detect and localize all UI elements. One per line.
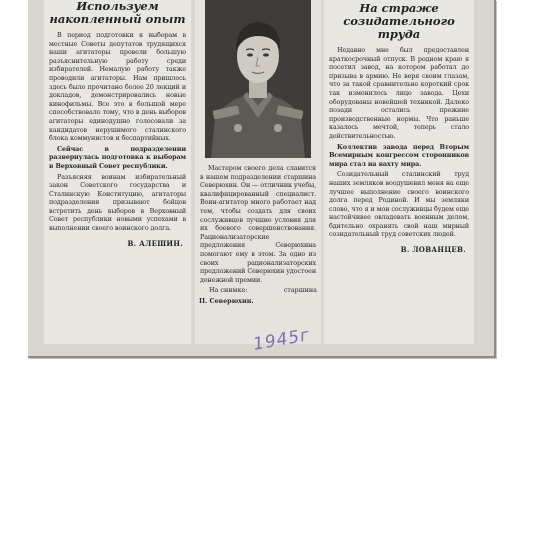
caption-rank: старшина — [283, 286, 317, 295]
caption-name: П. Северюхин. — [199, 296, 254, 305]
left-article-paragraph: В период подготовки к выборам в местные Советы депутатов трудящихся наши агитаторы провели большую разъяснительную работу среди избирателей. Немалую работу также проводили агитаторы. Нам пришлось здесь было прочитано более 20 лекций и докладов, демонстрировались новые кинофильмы. Все это в большой мере способствовало тому, что в день выборов агитаторы единодушно голосовали за кандидатов нерушимого сталинского блока коммунистов и беспартийных. — [49, 31, 186, 143]
handwritten-year-note: 1945г — [251, 325, 312, 355]
right-article — [324, 0, 474, 344]
middle-article — [195, 0, 321, 344]
left-article-signature: В. АЛЕШИН. — [127, 238, 183, 248]
soldier-portrait-photo — [205, 0, 311, 158]
photo-caption — [199, 286, 317, 295]
left-article — [44, 0, 191, 344]
caption-name-line — [199, 297, 317, 306]
middle-article-paragraph: Мастером своего дела славится в нашем подразделении старшина Северюхин. Он — отличник учебы, квалифицированный специалист. Воин-агитатор много работает над тем, чтобы создать для своих сослуживцев лучшие условия для их боевого совершенствования. Рационализаторские предложения Северюхина помогают ему в этом. За одно из своих рационализаторских предложений Северюхин удостоен денежной премии. — [200, 164, 316, 284]
left-article-title: Используем накопленный опыт — [49, 0, 186, 26]
right-article-body — [329, 46, 469, 239]
right-article-paragraph: Созидательный сталинский труд наших земляков воодушевил меня на еще лучшее выполнение своего воинского долга перед Родиной. И мы земляки слово, что я и мои сослуживцы будем еще настойчивее овладевать военным делом, бдительно охранять свой наш мирный созидательный труд советских людей. — [329, 170, 469, 239]
left-article-paragraph: Сейчас в подразделении развернулась подготовка к выборам в Верховный Совет республики. — [49, 144, 186, 170]
right-article-title: На страже созидательного труда — [343, 1, 455, 41]
right-article-paragraph: Коллектив завода перед Вторым Всемирным конгрессом сторонников мира стал на вахту мира. — [329, 142, 469, 168]
left-article-paragraph: Разъясняя воинам избирательный закон Советского государства и Сталинскую Конституцию, агитаторы подразделения призывают бойцов встретить день выборов в Верховный Совет республики новыми успехами в выполнении своего воинского долга. — [49, 172, 186, 233]
left-article-body — [49, 31, 186, 233]
right-article-signature: В. ЛОВАНЦЕВ. — [400, 245, 466, 255]
caption-label: На снимке: — [209, 286, 248, 295]
middle-article-body — [200, 164, 316, 284]
right-article-paragraph: Недавно мне был предоставлен краткосрочный отпуск. В родном краю я посетил завод, на котором работал до призыва в армию. Не веря своим глазам, что за такой сравнительно короткий срок так изменилось лицо завода. Цехи оборудованы новейшей техникой. Далеко позади остались прежние производственные нормы. Что раньше казалось мечтой, теперь стало действительностью. — [329, 46, 469, 140]
portrait-image — [205, 0, 311, 158]
